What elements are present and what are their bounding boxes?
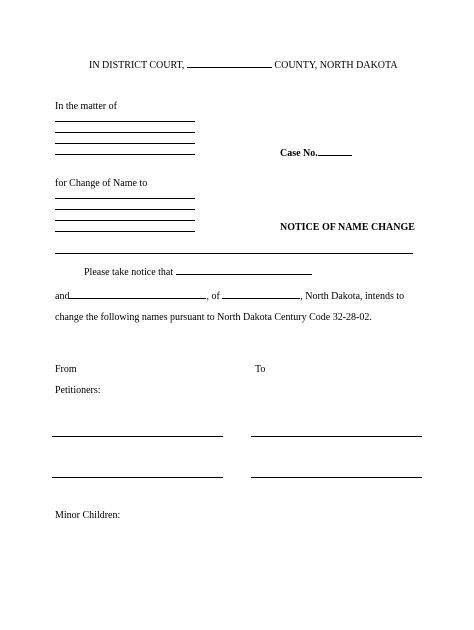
second-petitioner-blank[interactable]	[69, 289, 206, 299]
county-suffix: COUNTY, NORTH DAKOTA	[274, 60, 398, 71]
court-header	[89, 58, 398, 72]
matter-name-line-3[interactable]	[55, 143, 195, 144]
matter-label: In the matter of	[55, 101, 117, 112]
new-name-line-3[interactable]	[55, 220, 195, 221]
petitioner-from-line-2[interactable]	[52, 477, 223, 478]
case-number	[280, 146, 352, 160]
new-name-line-2[interactable]	[55, 209, 195, 210]
new-name-line-1[interactable]	[55, 198, 195, 199]
statute-line: change the following names pursuant to North Dakota Century Code 32-28-02.	[55, 312, 372, 323]
and-of-line	[55, 289, 404, 303]
petitioners-label: Petitioners:	[55, 385, 101, 396]
matter-name-line-4[interactable]	[55, 154, 195, 155]
county-blank[interactable]	[187, 58, 272, 68]
change-label: for Change of Name to	[55, 178, 148, 189]
notice-prefix: Please take notice that	[84, 267, 174, 278]
case-no-blank[interactable]	[318, 146, 352, 156]
city-blank[interactable]	[222, 289, 300, 299]
nd-text: , North Dakota, intends to	[300, 291, 405, 302]
from-label: From	[55, 364, 77, 375]
petitioner-to-line-1[interactable]	[251, 436, 422, 437]
and-label: and	[55, 291, 70, 302]
matter-name-line-2[interactable]	[55, 132, 195, 133]
petitioner-to-line-2[interactable]	[251, 477, 422, 478]
caption-divider	[55, 253, 413, 254]
document-title: NOTICE OF NAME CHANGE	[280, 222, 415, 233]
to-label: To	[255, 364, 266, 375]
new-name-line-4[interactable]	[55, 231, 195, 232]
notice-line	[84, 265, 312, 279]
minor-children-label: Minor Children:	[55, 510, 121, 521]
petitioner-from-line-1[interactable]	[52, 436, 223, 437]
court-prefix: IN DISTRICT COURT,	[89, 60, 185, 71]
case-no-label: Case No.	[280, 148, 318, 159]
of-label: , of	[206, 291, 220, 302]
petitioner-name-blank[interactable]	[176, 265, 312, 275]
matter-name-line-1[interactable]	[55, 121, 195, 122]
